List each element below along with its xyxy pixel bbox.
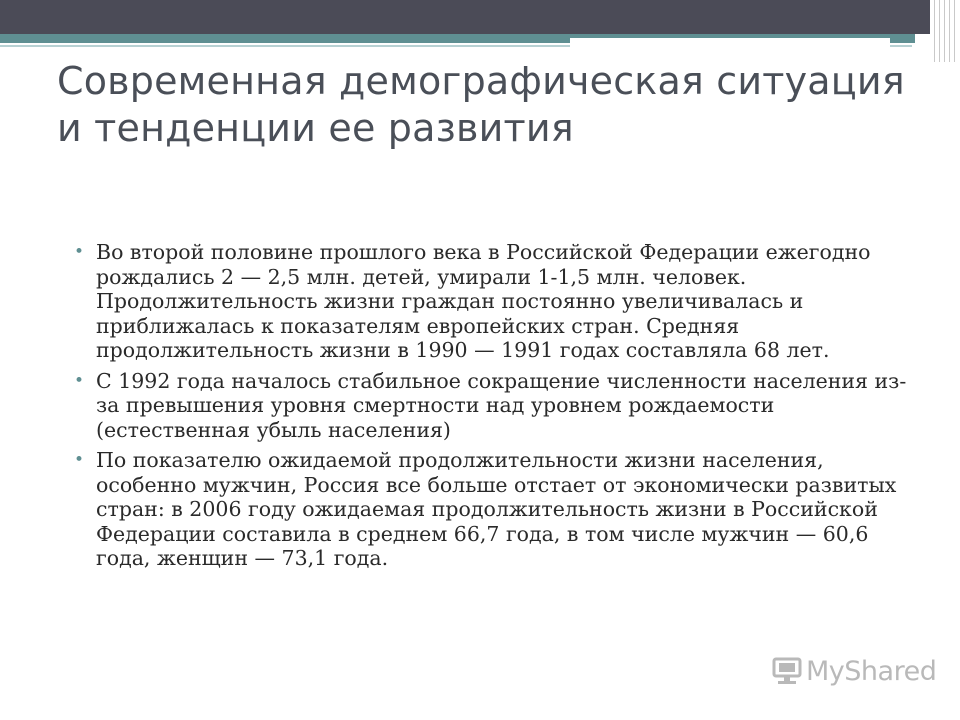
top-band	[0, 0, 930, 34]
bullet-list-container	[70, 240, 910, 577]
edge-lines	[930, 0, 960, 62]
watermark-text: MyShared	[806, 656, 937, 687]
bullet-text: С 1992 года началось стабильное сокращение численности населения из-за превышения уровня смертности над уровнем рождаемости (естественная убыль населения)	[96, 368, 907, 442]
bullet-text: По показателю ожидаемой продолжительности жизни населения, особенно мужчин, Россия все больше отстает от экономически развитых стран: в 2006 году ожидаемая продолжительность жизни в Российской Федерации составила в среднем 66,7 года, в том числе мужчин — 60,6 года, женщин — 73,1 года.	[96, 448, 897, 570]
bullet-marker: •	[74, 450, 85, 470]
bullet-list	[70, 240, 910, 571]
slide-title: Современная демографическая ситуация и тенденции ее развития	[57, 59, 905, 150]
watermark-logo[interactable]	[772, 655, 937, 691]
bullet-text: Во второй половине прошлого века в Российской Федерации ежегодно рождались 2 — 2,5 млн. детей, умирали 1-1,5 млн. человек. Продолжительность жизни граждан постоянно увеличивалась и приближалась к показателям европейских стран. Средняя продолжительность жизни в 1990 — 1991 годах составляла 68 лет.	[96, 240, 871, 362]
decorative-gap	[570, 38, 890, 52]
bullet-marker: •	[74, 242, 85, 262]
bullet-marker: •	[74, 370, 85, 391]
list-item	[70, 240, 910, 363]
list-item	[70, 448, 910, 571]
monitor-icon	[772, 657, 802, 685]
list-item	[70, 369, 910, 443]
